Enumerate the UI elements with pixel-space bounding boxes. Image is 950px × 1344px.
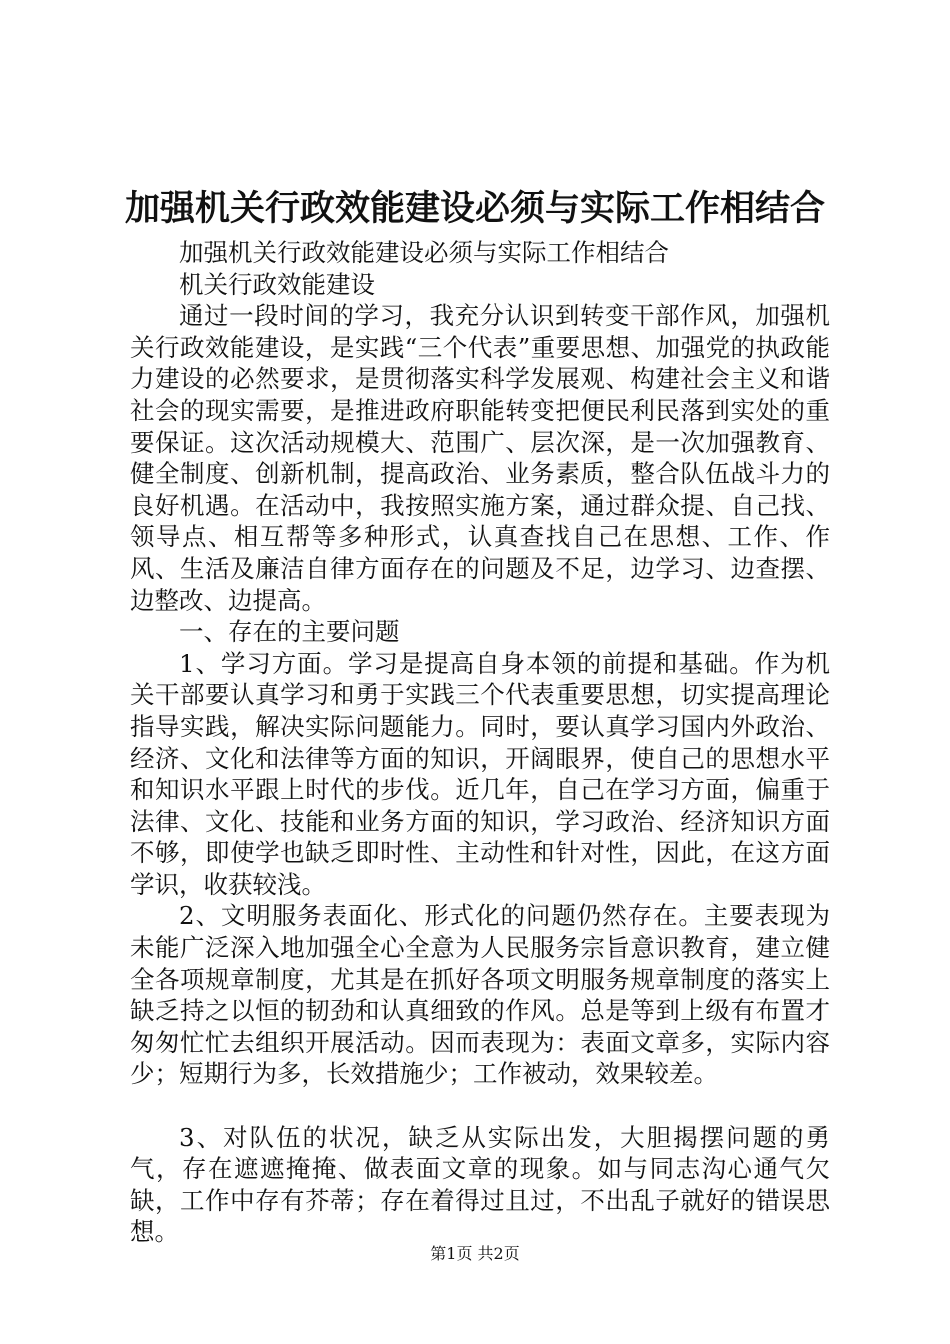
subtitle-paragraph: 加强机关行政效能建设必须与实际工作相结合	[179, 238, 669, 267]
issue-paragraph-2: 2、文明服务表面化、形式化的问题仍然存在。主要表现为未能广泛深入地加强全心全意为人民服务宗旨意识教育，建立健全各项规章制度，尤其是在抓好各项文明服务规章制度的落实上缺乏持之以恒的韧劲和认真细致的作风。总是等到上级有布置才匆匆忙忙去组织开展活动。因而表现为：表面文章多，实际内容少；短期行为多，长效措施少；工作被动，效果较差。	[130, 901, 830, 1089]
issue-paragraph-1: 1、学习方面。学习是提高自身本领的前提和基础。作为机关干部要认真学习和勇于实践三个代表重要思想，切实提高理论指导实践，解决实际问题能力。同时，要认真学习国内外政治、经济、文化和法律等方面的知识，开阔眼界，使自己的思想水平和知识水平跟上时代的步伐。近几年，自己在学习方面，偏重于法律、文化、技能和业务方面的知识，学习政治、经济知识方面不够，即使学也缺乏即时性、主动性和针对性，因此，在这方面学识，收获较浅。	[130, 648, 830, 899]
issue-paragraph-3: 3、对队伍的状况，缺乏从实际出发，大胆揭摆问题的勇气，存在遮遮掩掩、做表面文章的现象。如与同志沟心通气欠缺，工作中存有芥蒂；存在着得过且过，不出乱子就好的错误思想。	[130, 1122, 830, 1247]
document-body	[130, 237, 830, 1248]
section-heading: 一、存在的主要问题	[179, 617, 400, 647]
document-title: 加强机关行政效能建设必须与实际工作相结合	[124, 188, 825, 229]
intro-paragraph: 通过一段时间的学习，我充分认识到转变干部作风，加强机关行政效能建设，是实践“三个代表”重要思想、加强党的执政能力建设的必然要求，是贯彻落实科学发展观、构建社会主义和谐社会的现实需要，是推进政府职能转变把便民利民落到实处的重要保证。这次活动规模大、范围广、层次深，是一次加强教育、健全制度、创新机制，提高政治、业务素质，整合队伍战斗力的良好机遇。在活动中，我按照实施方案，通过群众提、自己找、领导点、相互帮等多种形式，认真查找自己在思想、工作、作风、生活及廉洁自律方面存在的问题及不足，边学习、边查摆、边整改、边提高。	[130, 301, 830, 615]
page-number-footer: 第1页 共2页	[430, 1244, 520, 1263]
subheading-paragraph: 机关行政效能建设	[179, 269, 375, 299]
